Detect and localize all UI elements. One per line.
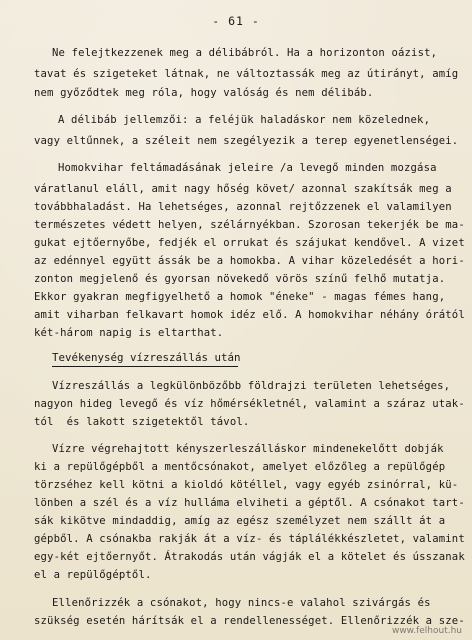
text-line: Ne felejtkezzenek meg a délibábról. Ha a horizonton oázist, [52,47,438,59]
text-line: zonton megjelenő és gyorsan növekedő vörös színű felhő mutatja. [34,273,446,285]
text-line: váratlanul eláll, amit nagy hőség követ/ azonnal szakítsák meg a [34,183,452,195]
text-line: természetes védett helyen, szélárnyékban. Szorosan tekerjék be ma- [34,219,465,231]
site-watermark: www.felhout.hu [391,626,462,636]
text-line: gépből. A csónakba rakják át a víz- és táplálékkészletet, valamint [34,533,465,545]
text-line: A délibáb jellemzői: a feléjük haladáskor nem közelednek, [58,114,431,126]
text-line: továbbhaladást. Ha lehetséges, azonnal rejtőzzenek el valamilyen [34,201,452,213]
text-line: tavat és szigeteket látnak, ne változtassák meg az útirányt, amíg [34,68,459,80]
text-line: amit viharban felkavart homok idéz elő. A homokvihar néhány órától [34,309,465,321]
text-line: Ekkor gyakran megfigyelhető a homok "éneke" - magas fémes hang, [34,291,446,303]
text-line: vagy eltűnnek, a széleit nem szegélyezik a terep egyenetlenségei. [34,135,459,147]
text-line: lönben a szél és a víz hulláma elviheti a géptől. A csónakot tart- [34,497,465,509]
text-line: Vízreszállás a legkülönbözőbb földrajzi területen lehetséges, [52,380,451,392]
text-line: az edénnyel együtt ássák be a homokba. A vihar közeledését a hori- [34,255,465,267]
section-heading: Tevékenység vízreszállás után [52,351,241,364]
text-line: két-három napig is eltarthat. [34,327,224,339]
text-line: törzséhez kell kötni a kioldó kötéllel, vagy egyéb zsinórral, kü- [34,479,459,491]
text-line: Homokvihar feltámadásának jeleire /a levegő minden mozgása [58,162,437,174]
text-line: szükség esetén hárítsák el a rendellenességet. Ellenőrizzék a sze- [34,615,465,627]
text-line: tól és lakott szigetektől távol. [34,416,250,428]
page-number: - 61 - [212,14,260,28]
text-line: ki a repülőgépből a mentőcsónakot, amelyet előzőleg a repülőgép [34,461,446,473]
text-line: nem győződtek meg róla, hogy valóság és nem délibáb. [34,87,374,99]
text-line: nagyon hideg levegő és víz hőmérsékletnél, valamint a száraz utak- [34,398,465,410]
text-line: gukat ejtőernyőbe, fedjék el orrukat és szájukat kendővel. A vizet [34,237,465,249]
text-line: sák kikötve mindaddig, amíg az egész személyzet nem szállt át a [34,515,446,527]
text-line: Ellenőrizzék a csónakot, hogy nincs-e valahol szivárgás és [52,597,431,609]
text-line: el a repülőgéptől. [34,569,152,581]
text-line: egy-két ejtőernyőt. Átrakodás után vágják el a kötelet és ússzanak [34,551,465,563]
text-line: Vízre végrehajtott kényszerleszálláskor mindenekelőtt dobják [52,443,444,455]
heading-underline [52,366,238,367]
